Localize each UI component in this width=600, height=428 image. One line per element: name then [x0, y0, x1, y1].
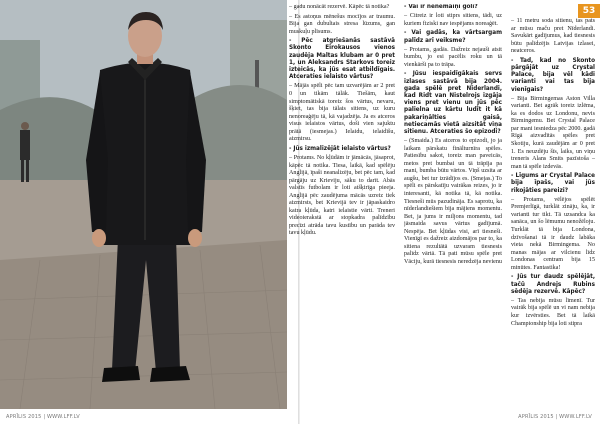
interview-answer: – Protams. No kļūdām ir jāmācās, jāsaprot, kāpēc tā notika. Tiesa, laikā, kad spēlēju Anglijā, īpaši neanalizēju, bet pēc tam, kad pārgāju uz Krieviju, sāku to darīt. Abās valstīs futbolam ir loti atšķirīga pieeja. Anglijā pēc zaudējuma mācās uzreiz tiek aizmirsts, bet Krievijā tev ir jāpaskaidro katra kļūda, katri ielaistie vārti. Treneri videoierakstā ar stopkadra palīdzību precīzi atrāda tavu kustību un parāda tev tavu kļūdu.: [289, 155, 395, 238]
interview-answer: – 11 metru soda sitienu, tas pats ar mūsu maču pret Nīderlandi. Savukārt gadījumus, kad tiesnesis būtu palīdzējis Latvijas izlasei, neatceros.: [511, 18, 595, 56]
text-column-2: [404, 4, 502, 414]
interview-answer: – Es astoņus mēnešus mocījos ar traumu. Bija gan dubultais stresa lūzums, gan muskuļu plīsums.: [289, 14, 395, 37]
interview-answer: – Tas nebija mūsu līmenī. Tur vairāk bija spēlē un vi nam nebija kur izvērsties. Bet tā laikā Championship bija loti stipra: [511, 298, 595, 328]
interview-answer: – Citreiz ir loti stiprs sitiens, tādi, uz kuriem fiziski nav iespējams noreaģēt.: [404, 13, 502, 28]
interview-answer: – Mājās spēli pēc tam uzvarējām ar 2 pret 0 un tikām tālāk. Tiešām, kaut simptomātiskā toreiz šos vārtus, nevaru, šķiet, tas bija tālais sitiens, uz kuru nenoreaģēju tā, kā vajadzēja. Ja es atceros visus ielaistos vārtus, doši vien sajuktu prātā (iesmejas.) Ielaidu, ielaidīšu, aizmirsu.: [289, 83, 395, 143]
text-column-1: [289, 4, 395, 414]
interview-question: - Jūs tur daudz spēlējāt, tačū Andrejs Rubins sēdēja rezervē. Kāpēc?: [511, 274, 595, 296]
footer-right: APRĪLIS 2015 | WWW.LFF.LV: [518, 414, 592, 420]
portrait-photo: [0, 0, 287, 409]
left-page: [0, 0, 300, 424]
interview-answer: – gadu nonācāt rezervē. Kāpēc tā notika?: [289, 4, 395, 12]
interview-answer: – Protams, gadās. Dažreiz nejauši atsit bumbu, jo esi pacēlis roku un tā vienkārši pa to trāpa.: [404, 47, 502, 70]
interview-question: - Jūs izmalizējāt ielaisto vārtus?: [289, 146, 395, 153]
interview-question: - Līgums ar Crystal Palace bija īpašs, vai jūs rikojāties pareizi?: [511, 173, 595, 195]
interview-question: - Vai ir nenemaiņi goli?: [404, 4, 502, 11]
photo-illustration: [0, 0, 287, 409]
text-column-3: [511, 18, 595, 428]
interview-question: - Pēc atgriešanās sastāvā Skonto Eirokausos vienos zaudēja Maltas klubam ar 0 pret 1, un Aleksandrs Starkovs toreiz izteicās, ka jūs esat atbildīgais. Atceraties ielaisto vārtus?: [289, 38, 395, 81]
interview-question: - Vai gadās, ka vārtsargam palīdz arī veiksme?: [404, 30, 502, 44]
footer-left: APRĪLIS 2015 | WWW.LFF.LV: [6, 414, 80, 420]
page-number-badge: 53: [578, 4, 600, 18]
interview-answer: – Protams, vēlējos spēlēt Premjerlīgā, turklāt zināju, ka, ir varianti tur tikt. Tā uzsandca ka sanāca, un šo lēmumu nenožēloju. Turklāt tā bija Londona, dzīvošanai tā ir daudz labāka vieta nekā Birmingema. No manas mājas ar vilcienu līdz Londonas centram bija 15 minūtes. Fantastika!: [511, 197, 595, 272]
interview-question: - Tad, kad no Skonto pārgājāt uz Crystal Palace, bija vēl kādi varianti vai tas bija vienīgais?: [511, 58, 595, 94]
interview-question: - Jūsu iespaidīgākais servs izlases sastāvā bija 2004. gada spēlē pret Nīderlandi, kad Ridt van Nistelrojs izgāja viens pret vienu un jūs pēc palielna uz kārtu ludīt it kā pakariņālties gaisā, netiecamās vietā aizsitāt viņa sitienu. Atceraties šo epizodi?: [404, 71, 502, 136]
interview-answer: – Bija Birmingemas Aston Villa varianti. Bet agrāk toreiz izlēma, ka es dodos uz Londonu, nevis Birmingemu. Bet Crystal Palace par mani iesniedza pēc 2000. gadā Rīgā aizvadītās spēles pret Skotiju, kurā zaudējām ar 0 pret 1. Es neuzdēju šīs, laiks, un viņu treneris Alans Smits pazīstoša – man tā spēle izdevās.: [511, 96, 595, 171]
interview-answer: – (Smaida.) Es atceros to epizodi, jo ja laikam pārskatu finālturnīra spēles. Patiesību sakot, toreiz man paveicās, metos pret bumbai un tā trāpīja pa mani, bumba būtu vārtos. Viņš uzsita ar augšu, bet tur izrādījos es. (Smejas.) To spēli es pārskatīju vairākas reizes, jo ir interesanti, kā notika tā, kā notika. Tiesneši mūs pazudināja. Es saprotu, ka nīderlandiešiem bija mājiens momentu. Bet, ja jums ir miljons momentu, tad jāsmaida savus vārtus gadījumā. Nespēja. Bet kļūdas visi, arī tiesneši. Vienīgi es dažreiz aizdomājos par to, ka sitiena rezultātā uzvaram tiesnesis palīdz vārtā. Tā pati mūsu spēle pret Vāciju, kurā tiesnesis neredzēja nevienu: [404, 138, 502, 266]
